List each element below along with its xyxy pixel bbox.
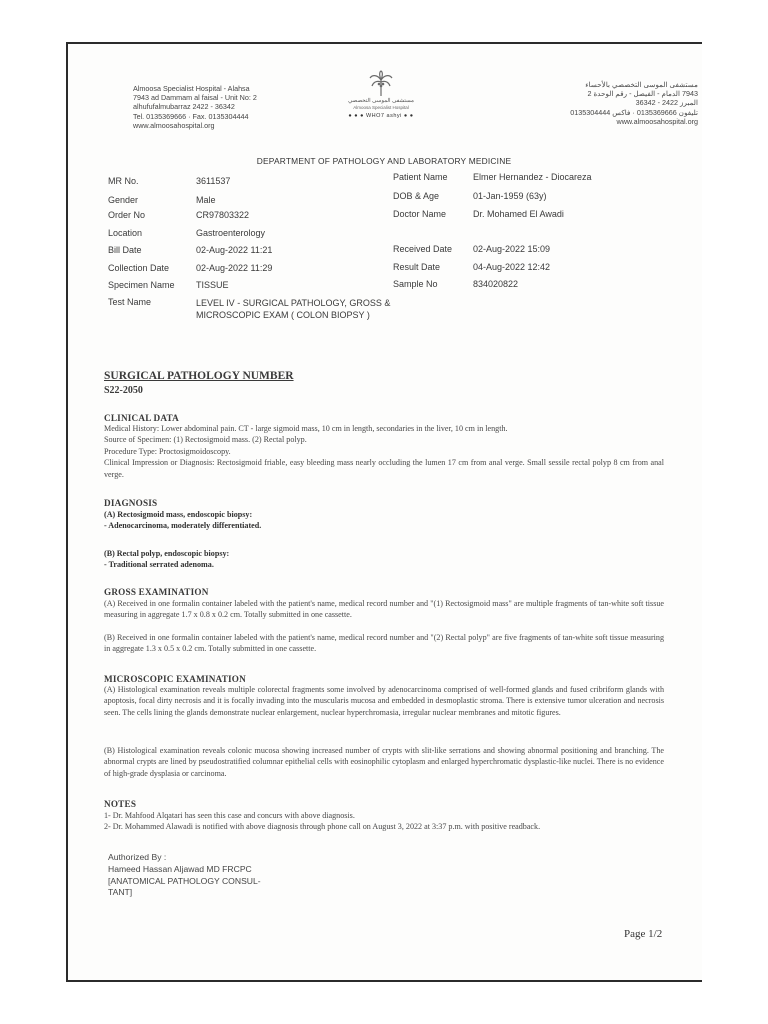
authorizer-title-line: TANT]	[108, 887, 133, 898]
microscopic-examination-b: (B) Histological examination reveals colonic mucosa showing increased number of crypts with slit-like serrations and showing abnormal positioning and branching. The abnormal crypts are lined by pseudostratified columnar epithelial cells with eosinophilic cytoplasm and enlarged hyperchromatic dysplastic-like nuclei. There is no evidence of high-grade dysplasia or carcinoma.	[104, 746, 664, 778]
note-item: 1- Dr. Mahfood Alqatari has seen this case and concurs with above diagnosis.	[104, 811, 355, 820]
diagnosis-a	[104, 509, 664, 532]
address-line: www.almoosahospital.org	[616, 116, 698, 126]
hospital-address-english	[133, 84, 257, 130]
palm-tree-logo-icon	[368, 70, 394, 98]
authorizer-title-line: [ANATOMICAL PATHOLOGY CONSUL-	[108, 875, 261, 886]
doctor-name-value: Dr. Mohamed El Awadi	[473, 209, 564, 219]
note-item: 2- Dr. Mohammed Alawadi is notified with above diagnosis through phone call on August 3, 2022 at 3:37 p.m. with positive readback.	[104, 822, 541, 832]
logo-arabic-name: مستشفى الموسى التخصصي	[348, 98, 414, 104]
received-date-label: Received Date	[393, 244, 453, 254]
clinical-line: Source of Specimen: (1) Rectosigmoid mass. (2) Rectal polyp.	[104, 435, 307, 445]
gross-examination-b: (B) Received in one formalin container labeled with the patient's name, medical record number and "(2) Rectal polyp" are five fragments of tan-white soft tissue measuring in aggregate 1.3 x 0.5 x 0.2 cm. Totally submitted in one cassette.	[104, 633, 664, 654]
mr-no-value: 3611537	[196, 176, 231, 186]
result-date-label: Result Date	[393, 262, 441, 272]
bill-date-label: Bill Date	[108, 245, 142, 255]
order-no-value: CR97803322	[196, 210, 250, 220]
patient-name-value: Elmer Hernandez - Diocareza	[473, 172, 592, 182]
sample-no-value: 834020822	[473, 279, 519, 289]
diagnosis-b-title: (B) Rectal polyp, endoscopic biopsy:	[104, 549, 230, 558]
specimen-name-label: Specimen Name	[108, 280, 175, 290]
diagnosis-b-result: - Traditional serrated adenoma.	[104, 560, 214, 570]
test-name-value: LEVEL IV - SURGICAL PATHOLOGY, GROSS & MICROSCOPIC EXAM ( COLON BIOPSY )	[196, 298, 391, 320]
badge-icon: ● ●	[403, 113, 414, 119]
microscopic-examination-a: (A) Histological examination reveals multiple colorectal fragments some involved by adenocarcinoma comprised of well-formed glands and fused cribriform glands with apoptosis, focal dirty necrosis and it is focally invading into the muscularis mucosa and embedded in desmoplastic stroma. There is extensive tumor ulceration and necrosis seen. The cells lining the glands demonstrate nuclear enlargement, nuclear hyperchromasia, irregular nuclear membranes and mitotic figures.	[104, 685, 664, 717]
address-line: تليفون 0135369666 · فاكس 0135304444	[570, 107, 698, 117]
doctor-name-label: Doctor Name	[393, 209, 447, 219]
dob-age-value: 01-Jan-1959 (63y)	[473, 191, 547, 201]
clinical-data-heading: CLINICAL DATA	[104, 413, 180, 423]
accreditation-badges	[326, 113, 436, 119]
address-line: 7943 ad Dammam al faisal - Unit No: 2	[133, 93, 257, 103]
address-line: 7943 الدمام - الفيصل - رقم الوحدة 2	[587, 89, 698, 99]
hospital-address-arabic	[570, 80, 698, 126]
sample-no-label: Sample No	[393, 279, 438, 289]
address-line: www.almoosahospital.org	[133, 120, 215, 130]
order-no-label: Order No	[108, 210, 146, 220]
diagnosis-heading: DIAGNOSIS	[104, 498, 158, 508]
address-line: المبرز 2422 - 36342	[635, 98, 698, 108]
clinical-data-text	[104, 423, 664, 480]
address-line: Almoosa Specialist Hospital - Alahsa	[133, 84, 250, 93]
address-line: مستشفى الموسى التخصصي بالأحساء	[585, 80, 698, 89]
result-date-value: 04-Aug-2022 12:42	[473, 262, 551, 272]
surgical-pathology-number: S22-2050	[104, 385, 143, 396]
specimen-name-value: TISSUE	[196, 280, 229, 290]
logo-english-name: Almoosa Specialist Hospital	[353, 105, 409, 110]
microscopic-examination-heading: MICROSCOPIC EXAMINATION	[104, 674, 246, 684]
authorization-block	[108, 852, 288, 899]
collection-date-value: 02-Aug-2022 11:29	[196, 263, 273, 273]
notes-list	[104, 810, 664, 833]
patient-name-label: Patient Name	[393, 172, 448, 182]
page-number: Page 1/2	[624, 928, 663, 940]
clinical-line: Procedure Type: Proctosigmoidoscopy.	[104, 446, 231, 456]
dob-age-label: DOB & Age	[393, 191, 440, 201]
authorizer-name: Hameed Hassan Aljawad MD FRCPC	[108, 863, 252, 874]
diagnosis-a-title: (A) Rectosigmoid mass, endoscopic biopsy:	[104, 510, 253, 519]
department-title: DEPARTMENT OF PATHOLOGY AND LABORATORY MEDICINE	[256, 156, 512, 166]
gross-examination-heading: GROSS EXAMINATION	[104, 587, 209, 597]
diagnosis-b	[104, 548, 664, 571]
received-date-value: 02-Aug-2022 15:09	[473, 244, 551, 254]
authorized-by-label: Authorized By :	[108, 852, 167, 862]
clinical-line: Medical History: Lower abdominal pain. CT - large sigmoid mass, 10 cm in length, secondaries in the liver, 10 cm in length.	[104, 424, 508, 433]
badge-icon: ● ● ●	[348, 113, 364, 119]
collection-date-label: Collection Date	[108, 263, 170, 273]
test-name-label: Test Name	[108, 297, 152, 307]
location-value: Gastroenterology	[196, 228, 266, 238]
gross-examination-a: (A) Received in one formalin container labeled with the patient's name, medical record number and "(1) Rectosigmoid mass" are multiple fragments of tan-white soft tissue measuring in aggregate 1.7 x 0.8 x 0.2 cm. Totally submitted in one cassette.	[104, 599, 664, 620]
gender-value: Male	[196, 195, 216, 205]
address-line: Tel. 0135369666 · Fax. 0135304444	[133, 111, 249, 121]
gender-label: Gender	[108, 195, 139, 205]
bill-date-value: 02-Aug-2022 11:21	[196, 245, 273, 255]
hospital-logo	[326, 70, 436, 140]
notes-heading: NOTES	[104, 799, 137, 809]
clinical-line: Clinical Impression or Diagnosis: Rectosigmoid friable, easy bleeding mass nearly occluding the lumen 17 cm from anal verge. Small sessile rectal polyp 8 cm from anal verge.	[104, 458, 664, 479]
location-label: Location	[108, 228, 143, 238]
badges-label: WHO7 ashyi	[365, 113, 402, 119]
diagnosis-a-result: - Adenocarcinoma, moderately differentiated.	[104, 521, 262, 531]
address-line: alhufufalmubarraz 2422 - 36342	[133, 102, 235, 112]
mr-no-label: MR No.	[108, 176, 139, 186]
surgical-pathology-title: SURGICAL PATHOLOGY NUMBER	[104, 370, 294, 382]
